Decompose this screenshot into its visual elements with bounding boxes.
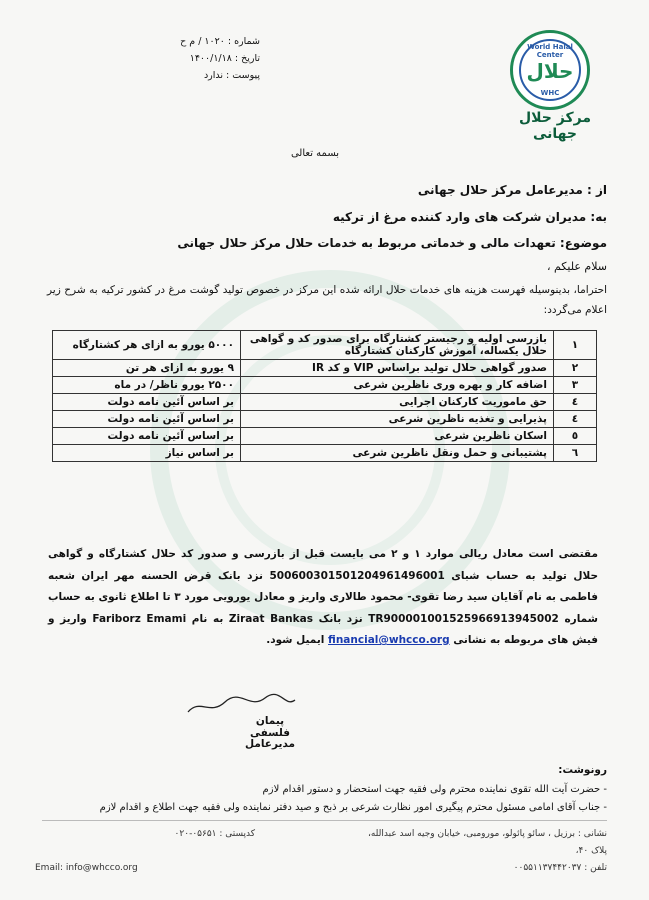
cc-item: - جناب آقای امامی مسئول محترم پیگیری امور نظارت شرعی بر ذبح و صید دفتر نماینده ولی فقیه جهت اطلاع و اقدام لازم bbox=[99, 802, 607, 813]
letter-number: شماره : ۱۰۲۰ / م ح bbox=[180, 36, 260, 47]
account-holder: Fariborz Emami bbox=[92, 612, 187, 625]
service-cost: ۲۵۰۰ یورو ناظر/ در ماه bbox=[53, 377, 241, 394]
service-cost: ۵۰۰۰ یورو به ازای هر کشتارگاه bbox=[53, 331, 241, 360]
cc-title: رونوشت: bbox=[558, 764, 607, 776]
row-number: ۱ bbox=[554, 331, 597, 360]
greeting: سلام علیکم ، bbox=[546, 260, 607, 273]
signatory-name: پیمان فلسفی bbox=[249, 715, 291, 739]
signatory-role: مدیرعامل bbox=[244, 738, 296, 750]
table-row bbox=[53, 360, 597, 377]
row-number: ٥ bbox=[554, 428, 597, 445]
footer-plaque: پلاک ۴۰، bbox=[575, 846, 607, 856]
sheba-number: 500600301501204961496001 bbox=[269, 569, 445, 582]
footer-divider bbox=[42, 820, 607, 821]
footer-contact-block bbox=[35, 826, 255, 877]
service-description: حق ماموریت کارکنان اجرایی bbox=[241, 394, 554, 411]
letter-date: تاریخ : ۱۴۰۰/۱/۱۸ bbox=[189, 53, 260, 64]
service-description: بازرسی اولیه و رجیستر کشتارگاه برای صدور کد و گواهی حلال یکساله، آموزش کارکنان کشتارگاه bbox=[241, 331, 554, 360]
service-description: صدور گواهی حلال تولید براساس VIP و کد IR bbox=[241, 360, 554, 377]
row-number: ۳ bbox=[554, 377, 597, 394]
account-number: TR900001001525966913945002 bbox=[368, 612, 559, 625]
table-row bbox=[53, 394, 597, 411]
service-description: اضافه کار و بهره وری ناظرین شرعی bbox=[241, 377, 554, 394]
service-cost: بر اساس نیاز bbox=[53, 445, 241, 462]
row-number: ٤ bbox=[554, 394, 597, 411]
row-number: ۲ bbox=[554, 360, 597, 377]
service-description: اسکان ناظرین شرعی bbox=[241, 428, 554, 445]
from-line: از : مدیرعامل مرکز حلال جهانی bbox=[417, 183, 607, 197]
intro-paragraph: احتراما، بدینوسیله فهرست هزینه های خدمات حلال ارائه شده این مرکز در خصوص تولید گوشت مرغ در کشور ترکیه به شرح زیر اعلام می‌گردد: bbox=[47, 284, 607, 316]
footer-postal: کدپستی : ۰۵۶۵۱-۰۲۰ bbox=[174, 829, 255, 839]
service-description: پذیرایی و تغذیه ناظرین شرعی bbox=[241, 411, 554, 428]
footer-phone: تلفن : ۰۰۵۵۱۱۳۷۴۴۲۰۳۷ bbox=[513, 863, 607, 873]
service-description: پشتیبانی و حمل ونقل ناظرین شرعی bbox=[241, 445, 554, 462]
payment-text-4: به نام bbox=[186, 612, 229, 625]
logo-bottom-text: WHC bbox=[540, 89, 560, 97]
cc-item: - حضرت آیت الله تقوی نماینده محترم ولی فقیه جهت استحضار و دستور اقدام لازم bbox=[262, 784, 607, 795]
logo-top-text: World Halal Center bbox=[527, 43, 573, 59]
logo-halal-text: حلال bbox=[526, 59, 574, 83]
bismillah: بسمه تعالی bbox=[290, 148, 340, 159]
footer-email[interactable]: Email: info@whcco.org bbox=[35, 863, 138, 873]
service-cost: بر اساس آئین نامه دولت bbox=[53, 394, 241, 411]
table-row bbox=[53, 428, 597, 445]
row-number: ٦ bbox=[554, 445, 597, 462]
financial-email-link[interactable]: financial@whcco.org bbox=[328, 634, 450, 646]
payment-text-1: مقتضی است معادل ریالی موارد ۱ و ۲ می بایست قبل از بازرسی و صدور کد حلال کشتارگاه و گواهی حلال تولید به حساب شبای bbox=[48, 548, 599, 582]
subject-line: موضوع: تعهدات مالی و خدماتی مربوط به خدمات حلال مرکز حلال جهانی bbox=[177, 236, 607, 250]
payment-paragraph bbox=[48, 544, 598, 652]
payment-text-6: ایمیل شود. bbox=[266, 634, 329, 646]
footer-address: نشانی : برزیل ، سائو پائولو، مورومبی، خیابان وجیه اسد عبدالله، bbox=[367, 829, 607, 839]
brand-name: مرکز حلال جهانی bbox=[519, 110, 591, 142]
whc-logo bbox=[510, 30, 590, 110]
payment-text-3: نزد بانک bbox=[312, 612, 369, 625]
letter-meta bbox=[120, 33, 260, 84]
service-cost: ۹ یورو به ازای هر تن bbox=[53, 360, 241, 377]
footer-address-block bbox=[337, 826, 607, 877]
table-row bbox=[53, 377, 597, 394]
service-cost: بر اساس آئین نامه دولت bbox=[53, 428, 241, 445]
payment-text-5: واریز و فیش های مربوطه به نشانی bbox=[48, 612, 598, 646]
cost-table bbox=[52, 330, 597, 462]
row-number: ٤ bbox=[554, 411, 597, 428]
table-row bbox=[53, 331, 597, 360]
payment-text-2: نزد بانک قرض الحسنه مهر ایران شعبه فاطمی به نام آقایان سید رضا تقوی- محمود طالاری واریز و معادل یورویی مورد ۳ تا اطلاع ثانوی به حساب شماره bbox=[48, 569, 599, 625]
to-line: به: مدیران شرکت های وارد کننده مرغ از ترکیه bbox=[332, 210, 607, 224]
service-cost: بر اساس آئین نامه دولت bbox=[53, 411, 241, 428]
table-row bbox=[53, 445, 597, 462]
letter-attachment: پیوست : ندارد bbox=[203, 70, 260, 81]
table-row bbox=[53, 411, 597, 428]
bank-name: Ziraat Bankas bbox=[228, 612, 313, 625]
